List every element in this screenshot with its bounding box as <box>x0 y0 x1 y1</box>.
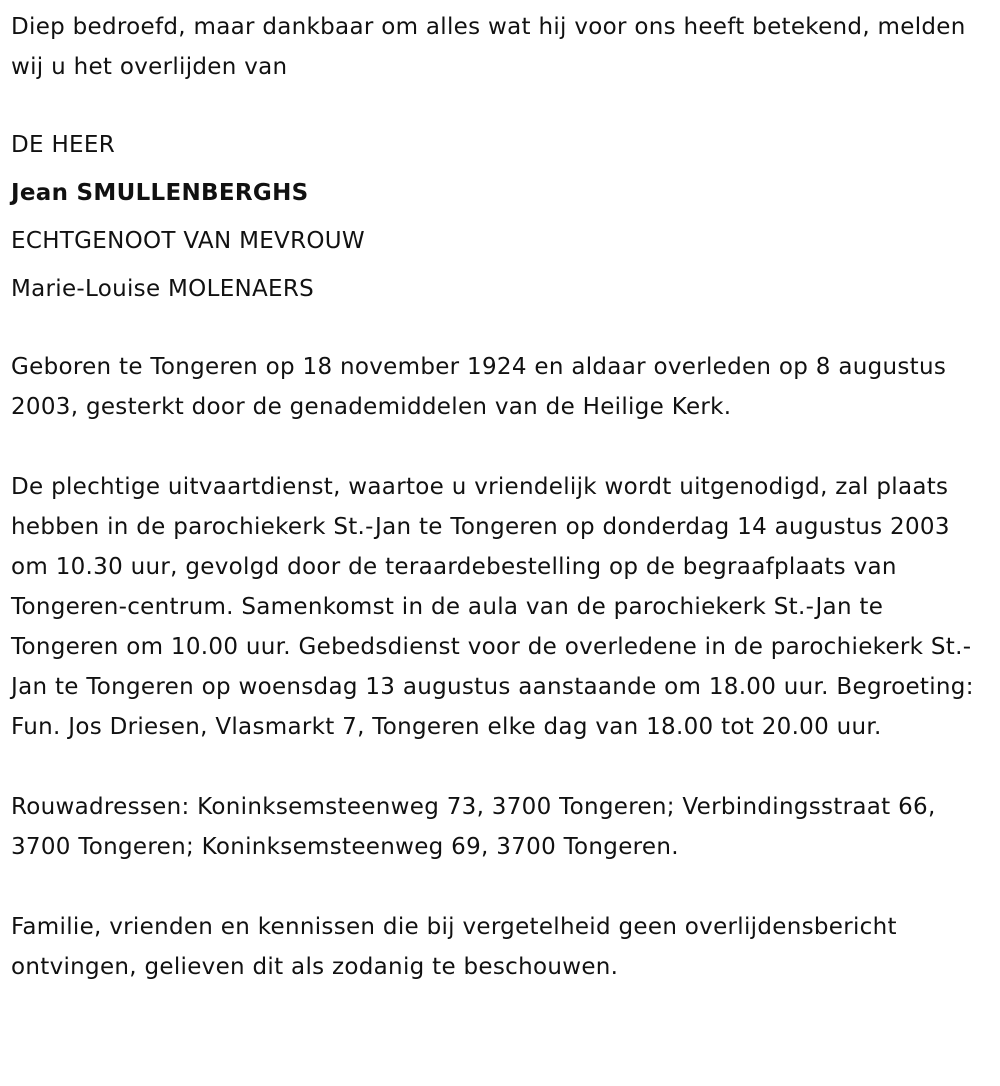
funeral-details-text: De plechtige uitvaartdienst, waartoe u vriendelijk wordt uitgenodigd, zal plaats hebben in de parochiekerk St.-Jan te Tongeren op donderdag 14 augustus 2003 om 10.30 uur, gevolgd door de teraardebestelling op de begraafplaats van Tongeren-centrum. Samenkomst in de aula van de parochiekerk St.-Jan te Tongeren om 10.00 uur. Gebedsdienst voor de overledene in de parochiekerk St.-Jan te Tongeren op woensdag 13 augustus aanstaande om 18.00 uur. Begroeting: Fun. Jos Driesen, Vlasmarkt 7, Tongeren elke dag van 18.00 tot 20.00 uur. <box>11 474 974 740</box>
spouse-name: Marie-Louise MOLENAERS <box>11 276 315 302</box>
spouse-relation: ECHTGENOOT VAN MEVROUW <box>11 228 365 254</box>
mourning-addresses-text: Rouwadressen: Koninksemsteenweg 73, 3700 Tongeren; Verbindingsstraat 66, 3700 Tongeren; Koninksemsteenweg 69, 3700 Tongeren. <box>11 794 936 860</box>
closing-text: Familie, vrienden en kennissen die bij vergetelheid geen overlijdensbericht ontvingen, gelieven dit als zodanig te beschouwen. <box>11 914 897 980</box>
obituary-notice <box>11 7 993 987</box>
honorific-title: DE HEER <box>11 132 115 158</box>
name-block <box>11 121 993 313</box>
intro-text: Diep bedroefd, maar dankbaar om alles wat hij voor ons heeft betekend, melden wij u het overlijden van <box>11 14 966 80</box>
birth-death-text: Geboren te Tongeren op 18 november 1924 en aldaar overleden op 8 augustus 2003, gesterkt door de genademiddelen van de Heilige Kerk. <box>11 354 947 420</box>
deceased-name: Jean SMULLENBERGHS <box>11 180 309 206</box>
